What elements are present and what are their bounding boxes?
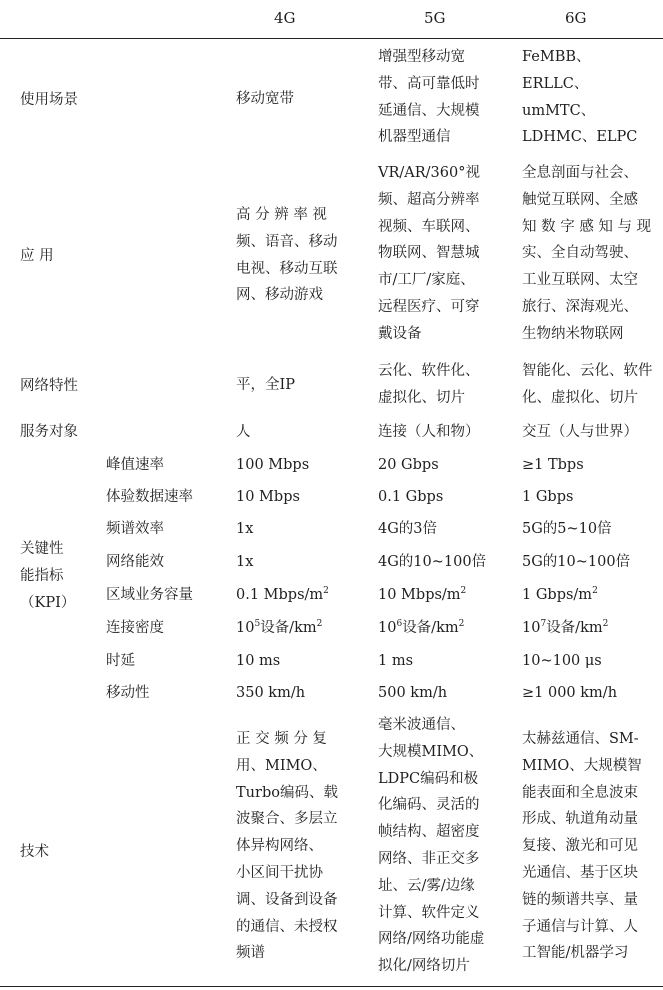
kpi-name-latency: 时延 [106,653,135,669]
cell-network-feature-6g: 智能化、云化、软件 化、虚拟化、切片 [522,363,653,406]
cell-technology-4g: 正 交 频 分 复 用、MIMO、 Turbo编码、载 波聚合、多层立 体异构网络、 小区间干扰协 调、设备到设备 的通信、未授权 频谱 [236,731,338,962]
kpi-area-capacity-5g: 10 Mbps/$m^2$ [378,586,467,603]
cell-service-target-6g: 交互（人与世界） [522,424,638,440]
kpi-name-mobility: 移动性 [106,685,150,701]
kpi-latency-5g: 1 ms [378,653,414,669]
kpi-connection-density-4g: $10^5$设备$/km^2$ [236,619,323,636]
kpi-user-rate-4g: 10 Mbps [236,489,300,505]
kpi-mobility-4g: 350 km/h [236,685,306,701]
kpi-user-rate-5g: 0.1 Gbps [378,489,444,505]
cell-scenario-4g: 移动宽带 [236,91,294,107]
kpi-area-capacity-6g: 1 Gbps/$m^2$ [522,586,598,603]
kpi-spectral-efficiency-6g: 5G的5~10倍 [522,521,612,537]
header-6g: 6G [565,9,587,27]
row-label-application: 应 用 [20,248,54,264]
cell-scenario-5g: 增强型移动宽 带、高可靠低时 延通信、大规模 机器型通信 [378,49,480,146]
kpi-connection-density-5g: $10^6$设备$/km^2$ [378,619,465,636]
kpi-user-rate-6g: 1 Gbps [522,489,574,505]
cell-technology-5g: 毫米波通信、 大规模MIMO、 LDPC编码和极 化编码、灵活的 帧结构、超密度 网络、非正交多 址、云/雾/边缘 计算、软件定义 网络/网络功能虚 拟化/网络切片 [378,717,485,975]
kpi-latency-4g: 10 ms [236,653,281,669]
row-label-network-feature: 网络特性 [20,378,78,394]
cell-application-5g: VR/AR/360°视 频、超高分辨率 视频、车联网、 物联网、智慧城 市/工厂/家庭、 远程医疗、可穿 戴设备 [378,165,480,342]
cell-network-feature-4g: 平，全IP [236,377,295,393]
kpi-name-peak-rate: 峰值速率 [106,457,164,473]
kpi-area-capacity-4g: 0.1 Mbps/$m^2$ [236,586,329,603]
header-4g: 4G [274,9,296,27]
kpi-connection-density-6g: $10^7$设备$/km^2$ [522,619,609,636]
kpi-energy-efficiency-4g: 1x [236,554,254,570]
bottom-rule [0,986,663,987]
header-rule [0,38,663,39]
kpi-spectral-efficiency-5g: 4G的3倍 [378,521,438,537]
cell-network-feature-5g: 云化、软件化、 虚拟化、切片 [378,363,480,406]
cell-technology-6g: 太赫兹通信、SM- MIMO、大规模智 能表面和全息波束 形成、轨道角动量 复接、激光和可见 光通信、基于区块 链的频谱共享、量 子通信与计算、人 工智能/机器学习 [522,731,642,962]
kpi-peak-rate-6g: ≥1 Tbps [522,457,584,473]
kpi-name-user-rate: 体验数据速率 [106,489,193,505]
kpi-name-energy-efficiency: 网络能效 [106,554,164,570]
row-label-scenario: 使用场景 [20,92,78,108]
kpi-mobility-6g: ≥1 000 km/h [522,685,618,701]
cell-scenario-6g: FeMBB、 ERLLC、 umMTC、 LDHMC、ELPC [522,49,638,146]
kpi-name-connection-density: 连接密度 [106,620,164,636]
cell-service-target-4g: 人 [236,424,251,440]
kpi-group-label: 关键性 能指标 （KPI） [20,541,76,611]
kpi-peak-rate-5g: 20 Gbps [378,457,439,473]
cell-application-6g: 全息剖面与社会、 触觉互联网、全感 知 数 字 感 知 与 现 实、全自动驾驶、 工业互联网、太空 旅行、深海观光、 生物纳米物联网 [522,165,652,342]
header-5g: 5G [424,9,446,27]
kpi-energy-efficiency-5g: 4G的10~100倍 [378,554,487,570]
cell-application-4g: 高 分 辨 率 视 频、语音、移动 电视、移动互联 网、移动游戏 [236,207,338,304]
row-label-technology: 技术 [20,844,49,860]
kpi-peak-rate-4g: 100 Mbps [236,457,310,473]
kpi-mobility-5g: 500 km/h [378,685,448,701]
kpi-name-spectral-efficiency: 频谱效率 [106,521,164,537]
cell-service-target-5g: 连接（人和物） [378,424,480,440]
kpi-energy-efficiency-6g: 5G的10~100倍 [522,554,631,570]
kpi-name-area-capacity: 区域业务容量 [106,587,193,603]
kpi-latency-6g: 10~100 μs [522,653,602,669]
kpi-spectral-efficiency-4g: 1x [236,521,254,537]
row-label-service-target: 服务对象 [20,424,78,440]
